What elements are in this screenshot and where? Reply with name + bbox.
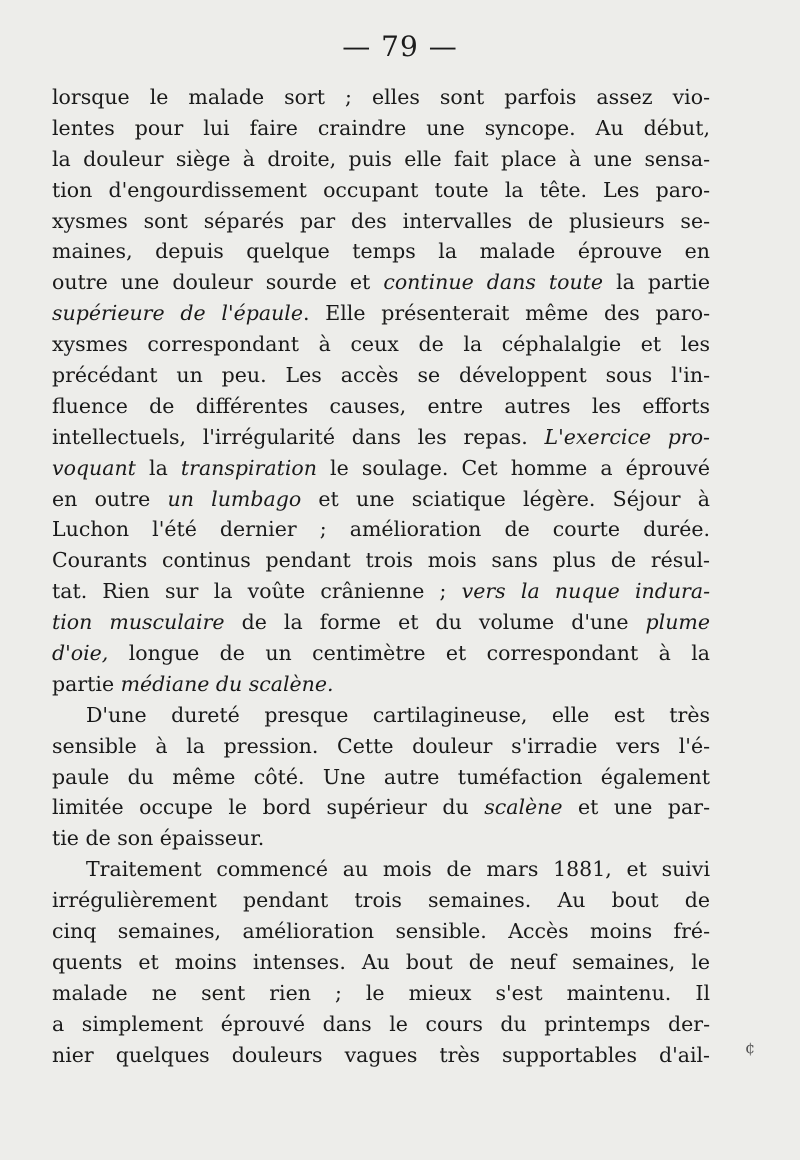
text-run: tion d'engourdissement occupant toute la tête. Les paro- [52,177,710,202]
text-line [52,823,710,854]
text-line [52,329,710,360]
text-line [52,391,710,422]
text-run: et une sciatique légère. Séjour à [301,486,710,511]
text-run: xysmes sont séparés par des intervalles de plusieurs se- [52,208,710,233]
text-line [52,700,710,731]
text-run: et une par- [562,795,711,820]
margin-mark: ¢ [745,1038,756,1057]
text-line [52,1009,710,1040]
text-line [52,175,710,206]
text-run: quents et moins intenses. Au bout de neuf semaines, le [52,949,710,974]
text-line [52,792,710,823]
text-run: la [135,455,181,480]
text-run: Courants continus pendant trois mois sans plus de résul- [52,548,710,573]
text-run: . Elle présenterait même des paro- [302,301,710,326]
text-line [52,576,710,607]
text-run: maines, depuis quelque temps la malade éprouve en [52,239,710,264]
body-text [52,82,710,1071]
text-run: lorsque le malade sort ; elles sont parfois assez vio- [52,85,710,109]
text-line [52,236,710,267]
text-run: sensible à la pression. Cette douleur s'irradie vers l'é- [52,733,710,758]
text-run: irrégulièrement pendant trois semaines. Au bout de [52,888,710,913]
text-run: paule du même côté. Une autre tuméfaction également [52,764,710,789]
italic-run: transpiration [180,455,317,480]
text-line [52,669,710,700]
text-line [52,267,710,298]
text-run: la partie [603,270,710,295]
italic-run: vers la nuque indura- [461,579,710,604]
text-run: xysmes correspondant à ceux de la céphalalgie et les [52,332,710,357]
text-run: limitée occupe le bord supérieur du [52,795,485,820]
text-run: en outre [52,486,168,511]
italic-run: supérieure de l'épaule [52,301,303,326]
text-run: Luchon l'été dernier ; amélioration de courte durée. [52,517,710,542]
text-line [52,762,710,793]
text-line [52,947,710,978]
text-line [52,514,710,545]
text-run: partie [52,671,121,696]
page-number: — 79 — [342,30,458,63]
text-run: longue de un centimètre et correspondant à la [108,641,710,666]
italic-run: un lumbago [167,486,302,511]
text-run: de la forme et du volume d'une [224,610,646,635]
text-run: précédant un peu. Les accès se développent sous l'in- [52,363,710,388]
text-run: a simplement éprouvé dans le cours du printemps der- [52,1011,710,1036]
text-run: intellectuels, l'irrégularité dans les repas. [52,424,545,449]
italic-run: plume [645,610,710,635]
text-run: nier quelques douleurs vagues très supportables d'ail- [52,1042,710,1067]
text-line [52,82,710,113]
text-run: outre une douleur sourde et [52,270,384,295]
text-run: tat. Rien sur la voûte crânienne ; [52,579,462,604]
text-run: Traitement commencé au mois de mars 1881, et suivi [86,857,710,882]
text-line [52,360,710,391]
text-line [52,978,710,1009]
text-line [52,422,710,453]
text-line [52,453,710,484]
text-line [52,638,710,669]
italic-run: voquant [52,455,136,480]
text-line [52,144,710,175]
italic-run: continue dans toute [383,270,604,295]
italic-run: L'exercice pro- [544,424,710,449]
text-run: tie de son épaisseur. [52,826,265,851]
italic-run: scalène [484,795,563,820]
text-run: la douleur siège à droite, puis elle fait place à une sensa- [52,146,710,171]
text-line [52,885,710,916]
text-run: cinq semaines, amélioration sensible. Accès moins fré- [52,919,710,944]
text-line [52,916,710,947]
text-run: fluence de différentes causes, entre autres les efforts [52,393,710,418]
italic-run: médiane du scalène. [120,671,334,696]
text-run: lentes pour lui faire craindre une syncope. Au début, [52,115,710,140]
text-line [52,1040,710,1071]
italic-run: tion musculaire [52,610,225,635]
text-line [52,854,710,885]
text-run: le soulage. Cet homme a éprouvé [316,455,710,480]
text-line [52,206,710,237]
text-line [52,607,710,638]
text-run: malade ne sent rien ; le mieux s'est maintenu. Il [52,980,710,1005]
text-line [52,731,710,762]
text-line [52,113,710,144]
text-line [52,545,710,576]
text-line [52,484,710,515]
text-line [52,298,710,329]
text-run: D'une dureté presque cartilagineuse, elle est très [86,702,710,727]
italic-run: d'oie, [52,641,109,666]
